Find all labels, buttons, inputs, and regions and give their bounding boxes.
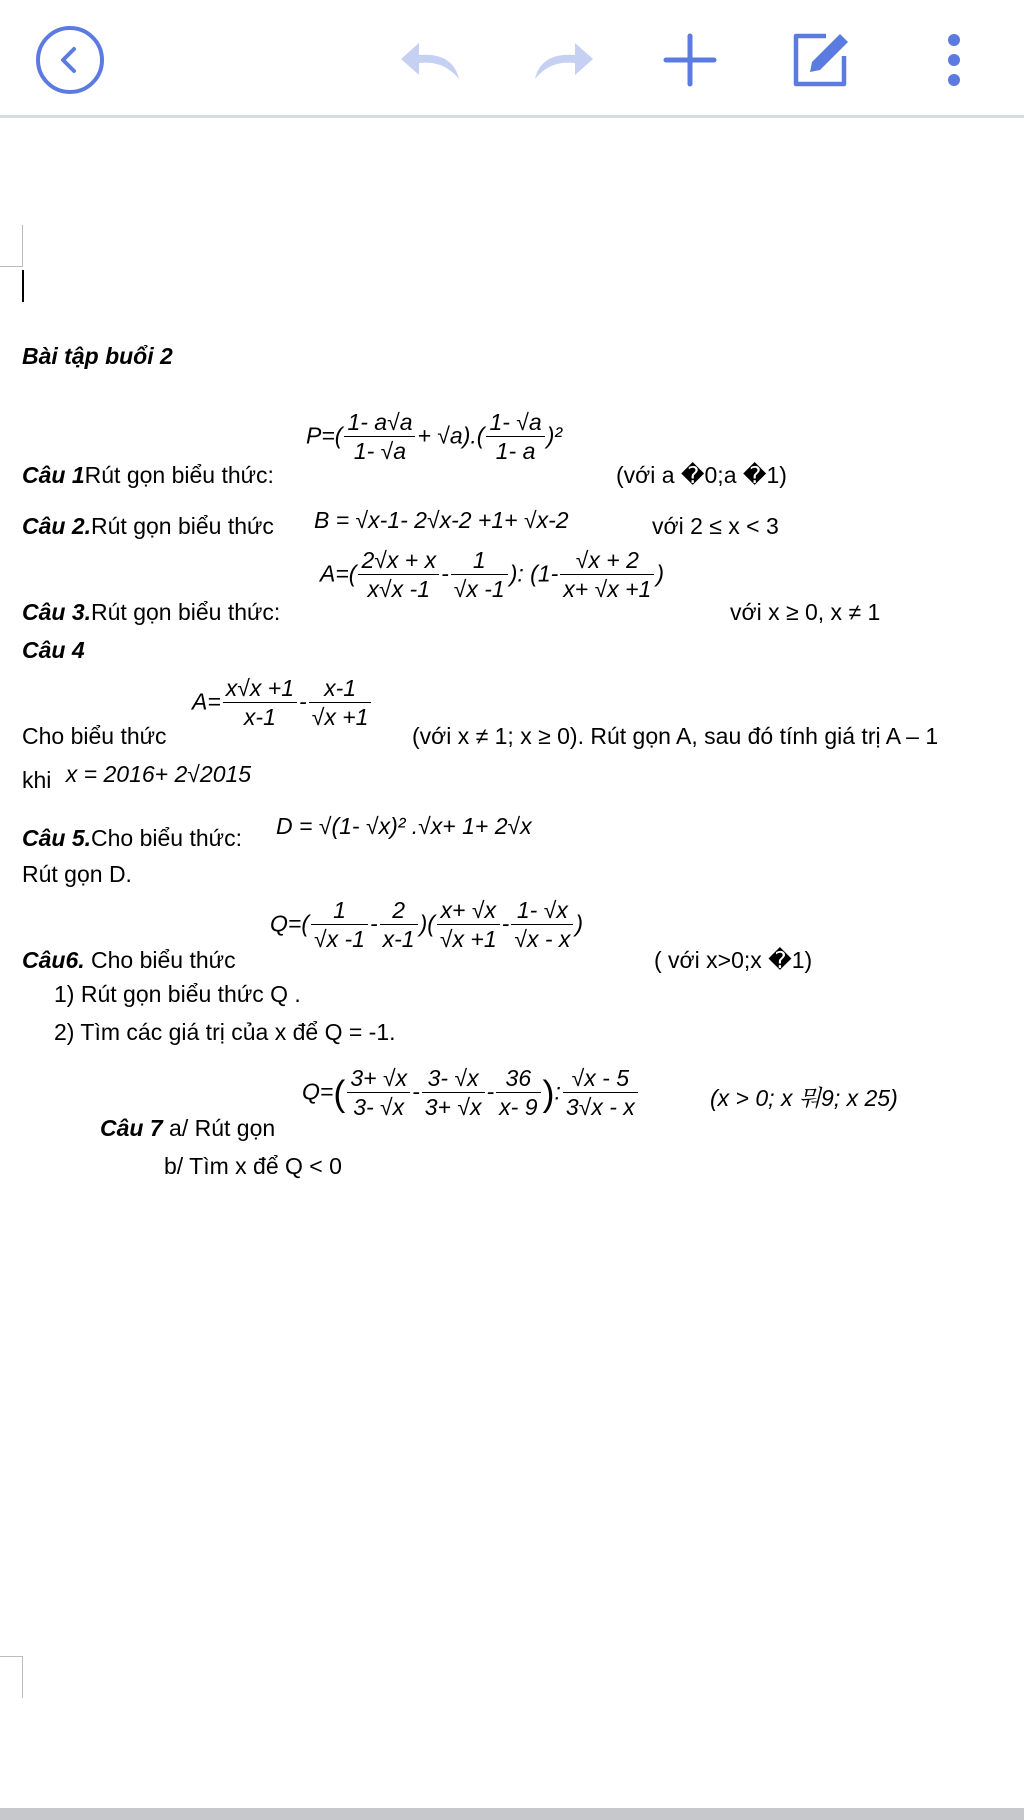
math-part: Q=(	[270, 910, 309, 937]
question-5-line2: Rút gọn D.	[22, 861, 132, 887]
math-part: A=(	[320, 560, 357, 587]
fraction-numerator: 3+ √x	[347, 1066, 410, 1093]
math-part: Q=	[302, 1078, 334, 1105]
math-part: )	[656, 560, 665, 587]
question-text: khi	[22, 767, 52, 793]
math-part: )²	[546, 422, 563, 449]
math-part: )(	[419, 910, 435, 937]
condition-text: (x > 0; x 뭐9; x 25)	[710, 1085, 898, 1111]
fraction	[422, 1066, 485, 1121]
list-item: 2) Tìm các giá trị của x để Q = -1.	[54, 1019, 396, 1045]
math-part: -	[501, 910, 510, 937]
question-text: Cho biểu thức	[91, 947, 236, 973]
fraction	[496, 1066, 540, 1121]
question-4-khi	[22, 761, 252, 793]
fraction	[358, 548, 439, 603]
question-4-label: Câu 4	[22, 637, 85, 663]
fraction-denominator: √x -1	[453, 576, 505, 603]
fraction	[563, 1066, 638, 1121]
fraction	[451, 548, 508, 603]
question-label: Câu 7	[100, 1115, 163, 1141]
question-text: Rút gọn biểu thức:	[91, 599, 281, 625]
fraction	[309, 676, 372, 731]
fraction-denominator: √x - x	[514, 926, 571, 953]
fraction-denominator: √x +1	[311, 704, 369, 731]
math-part: ): (1-	[509, 560, 559, 587]
fraction-numerator: 1- √a	[486, 410, 544, 437]
fraction	[347, 1066, 410, 1121]
fraction-numerator: 2	[380, 898, 418, 925]
math-expression: B = √x-1- 2√x-2 +1+ √x-2	[314, 507, 569, 533]
question-label: Câu 1	[22, 462, 85, 488]
fraction-numerator: x√x +1	[223, 676, 297, 703]
fraction-denominator: 3- √x	[353, 1094, 405, 1121]
question-label: Câu 3.	[22, 599, 92, 625]
fraction-denominator: √x +1	[439, 926, 497, 953]
fraction-numerator: x-1	[309, 676, 372, 703]
fraction	[380, 898, 418, 953]
condition-text: (với x ≠ 1; x ≥ 0). Rút gọn A, sau đó tính giá trị A – 1	[412, 723, 939, 749]
fraction	[437, 898, 500, 953]
fraction-denominator: 3√x - x	[565, 1094, 635, 1121]
question-text: a/ Rút gọn	[169, 1115, 276, 1141]
math-expression: D = √(1- √x)² .√x+ 1+ 2√x	[276, 813, 532, 839]
fraction	[311, 898, 368, 953]
question-6	[22, 897, 813, 973]
fraction	[344, 410, 415, 465]
fraction	[560, 548, 654, 603]
math-expression	[306, 410, 562, 465]
math-part: + √a).(	[417, 422, 485, 449]
math-part: )	[575, 910, 584, 937]
fraction-numerator: √x + 2	[560, 548, 654, 575]
math-part: -	[299, 688, 307, 715]
fraction-numerator: 1	[311, 898, 368, 925]
fraction	[486, 410, 544, 465]
math-expression	[270, 898, 583, 953]
question-text: Cho biểu thức:	[91, 825, 242, 851]
bracket-close: )	[542, 1072, 555, 1114]
condition-text: với 2 ≤ x < 3	[652, 513, 779, 539]
math-expression: x = 2016+ 2√2015	[65, 761, 252, 787]
fraction-numerator: √x - 5	[563, 1066, 638, 1093]
question-3	[22, 547, 881, 625]
question-4	[22, 675, 939, 749]
document-title: Bài tập buổi 2	[22, 343, 173, 369]
math-part: -	[441, 560, 449, 587]
math-part: P=(	[306, 422, 343, 449]
question-1	[22, 409, 787, 488]
fraction-numerator: 36	[496, 1066, 540, 1093]
bracket-open: (	[333, 1072, 346, 1114]
condition-text: với x ≥ 0, x ≠ 1	[730, 599, 881, 625]
fraction-denominator: x√x -1	[367, 576, 430, 603]
fraction	[223, 676, 297, 731]
condition-text: ( với x>0;x �1)	[654, 947, 813, 973]
question-7	[100, 1065, 898, 1141]
math-expression	[192, 676, 373, 731]
fraction-denominator: √x -1	[313, 926, 365, 953]
fraction-denominator: 1- √a	[353, 438, 407, 465]
fraction-denominator: 3+ √x	[424, 1094, 482, 1121]
fraction-numerator: 1- √x	[511, 898, 573, 925]
math-part: A=	[192, 688, 221, 715]
math-part: -	[412, 1078, 420, 1105]
math-expression	[302, 1066, 640, 1121]
math-expression	[320, 548, 664, 603]
bottom-scroll-bar	[0, 1808, 1024, 1820]
fraction-numerator: x+ √x	[437, 898, 500, 925]
question-2	[22, 507, 779, 539]
math-part: -	[486, 1078, 495, 1105]
question-7-line2: b/ Tìm x để Q < 0	[164, 1153, 342, 1179]
math-part: -	[369, 910, 378, 937]
question-text: Rút gọn biểu thức	[91, 513, 274, 539]
condition-text: (với a �0;a �1)	[616, 462, 787, 488]
fraction-denominator: x-1	[243, 704, 276, 731]
fraction-denominator: x- 9	[499, 1094, 538, 1121]
fraction-denominator: x-1	[382, 926, 415, 953]
question-label: Câu 2.	[22, 513, 92, 539]
question-text: Rút gọn biểu thức:	[84, 462, 274, 488]
fraction-numerator: 1- a√a	[344, 410, 415, 437]
fraction-denominator: x+ √x +1	[563, 576, 652, 603]
question-5	[22, 813, 532, 851]
fraction-numerator: 3- √x	[422, 1066, 485, 1093]
fraction-numerator: 1	[451, 548, 508, 575]
question-label: Câu6.	[22, 947, 85, 973]
question-text: Cho biểu thức	[22, 723, 167, 749]
fraction-numerator: 2√x + x	[358, 548, 439, 575]
math-part: :	[554, 1078, 561, 1105]
question-label: Câu 5.	[22, 825, 92, 851]
list-item: 1) Rút gọn biểu thức Q .	[54, 981, 301, 1007]
fraction	[511, 898, 573, 953]
fraction-denominator: 1- a	[495, 438, 536, 465]
